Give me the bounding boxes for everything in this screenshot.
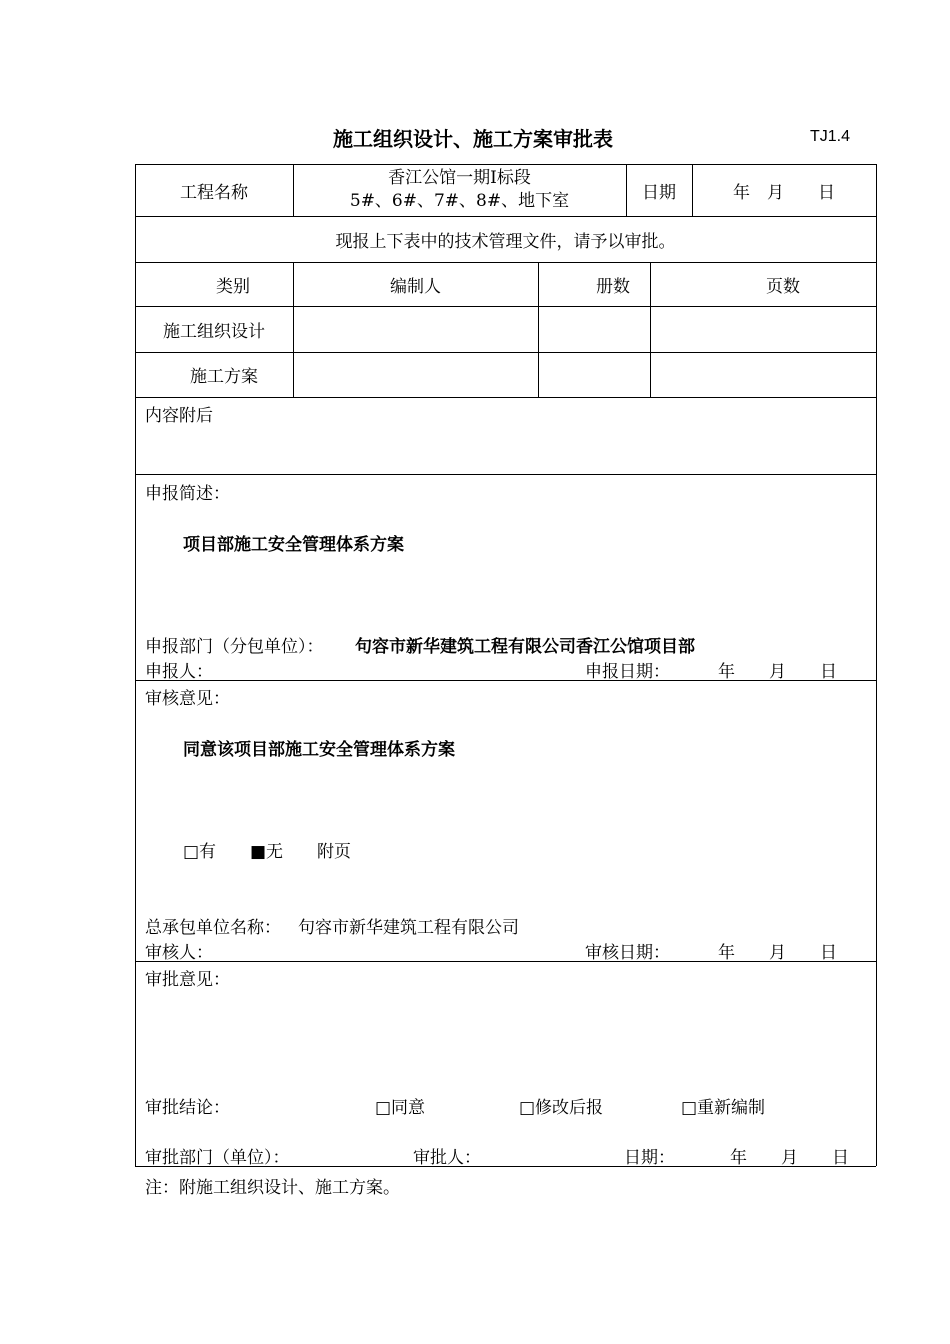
- approval-agree-checkbox[interactable]: □同意: [375, 1098, 426, 1118]
- content-attached-label: 内容附后: [145, 406, 213, 426]
- submission-label: 申报简述：: [145, 484, 230, 504]
- table-row-pages[interactable]: [650, 306, 876, 352]
- approval-date-value: 年 月 日: [730, 1148, 849, 1168]
- column-pages: 页数: [766, 276, 800, 297]
- table-row-editor[interactable]: [293, 306, 538, 352]
- intro-text: 现报上下表中的技术管理文件，请予以审批。: [335, 231, 676, 252]
- review-date-label: 审核日期：: [585, 943, 670, 963]
- form-title: 施工组织设计、施工方案审批表: [333, 127, 613, 151]
- reviewer-label: 审核人：: [145, 943, 213, 963]
- approval-label: 审批意见：: [145, 970, 230, 990]
- date-value: 年 月 日: [733, 182, 835, 203]
- table-row-editor[interactable]: [293, 352, 538, 397]
- attachment-label: 附页: [317, 842, 351, 862]
- form-code: TJ1.4: [810, 128, 851, 145]
- contractor-value: 句容市新华建筑工程有限公司: [298, 918, 519, 938]
- contractor-label: 总承包单位名称：: [145, 918, 281, 938]
- approver-label: 审批人：: [413, 1148, 481, 1168]
- approval-revise-checkbox[interactable]: □修改后报: [519, 1098, 604, 1118]
- project-name-label: 工程名称: [180, 182, 248, 203]
- submission-person-label: 申报人：: [145, 662, 213, 682]
- submission-dept-label: 申报部门（分包单位）：: [145, 637, 324, 657]
- project-name-line1: 香江公馆一期Ⅰ标段: [388, 168, 531, 188]
- review-date-value: 年 月 日: [718, 943, 837, 963]
- date-label: 日期: [642, 182, 676, 203]
- approval-conclusion-label: 审批结论：: [145, 1098, 230, 1118]
- submission-date-value: 年 月 日: [718, 662, 837, 682]
- column-volumes: 册数: [596, 276, 630, 297]
- table-row-volumes[interactable]: [538, 352, 650, 397]
- project-name-line2: 5#、6#、7#、8#、地下室: [349, 191, 570, 211]
- review-content: 同意该项目部施工安全管理体系方案: [183, 740, 455, 760]
- submission-dept-value: 句容市新华建筑工程有限公司香江公馆项目部: [355, 637, 695, 657]
- approval-date-label: 日期：: [624, 1148, 675, 1168]
- column-editor: 编制人: [390, 276, 441, 297]
- footer-note: 注：附施工组织设计、施工方案。: [145, 1178, 400, 1198]
- table-row-volumes[interactable]: [538, 306, 650, 352]
- column-category: 类别: [216, 276, 250, 297]
- table-row-category: 施工方案: [190, 367, 258, 387]
- review-label: 审核意见：: [145, 689, 230, 709]
- submission-content: 项目部施工安全管理体系方案: [183, 535, 404, 555]
- project-name-value: [293, 164, 626, 216]
- attachment-yes-checkbox[interactable]: □有: [183, 842, 217, 862]
- submission-date-label: 申报日期：: [585, 662, 670, 682]
- table-row-category: 施工组织设计: [163, 321, 265, 342]
- table-row-pages[interactable]: [650, 352, 876, 397]
- approval-dept-label: 审批部门（单位）：: [145, 1148, 290, 1168]
- attachment-no-checkbox[interactable]: ■无: [250, 842, 284, 862]
- approval-redo-checkbox[interactable]: □重新编制: [681, 1098, 766, 1118]
